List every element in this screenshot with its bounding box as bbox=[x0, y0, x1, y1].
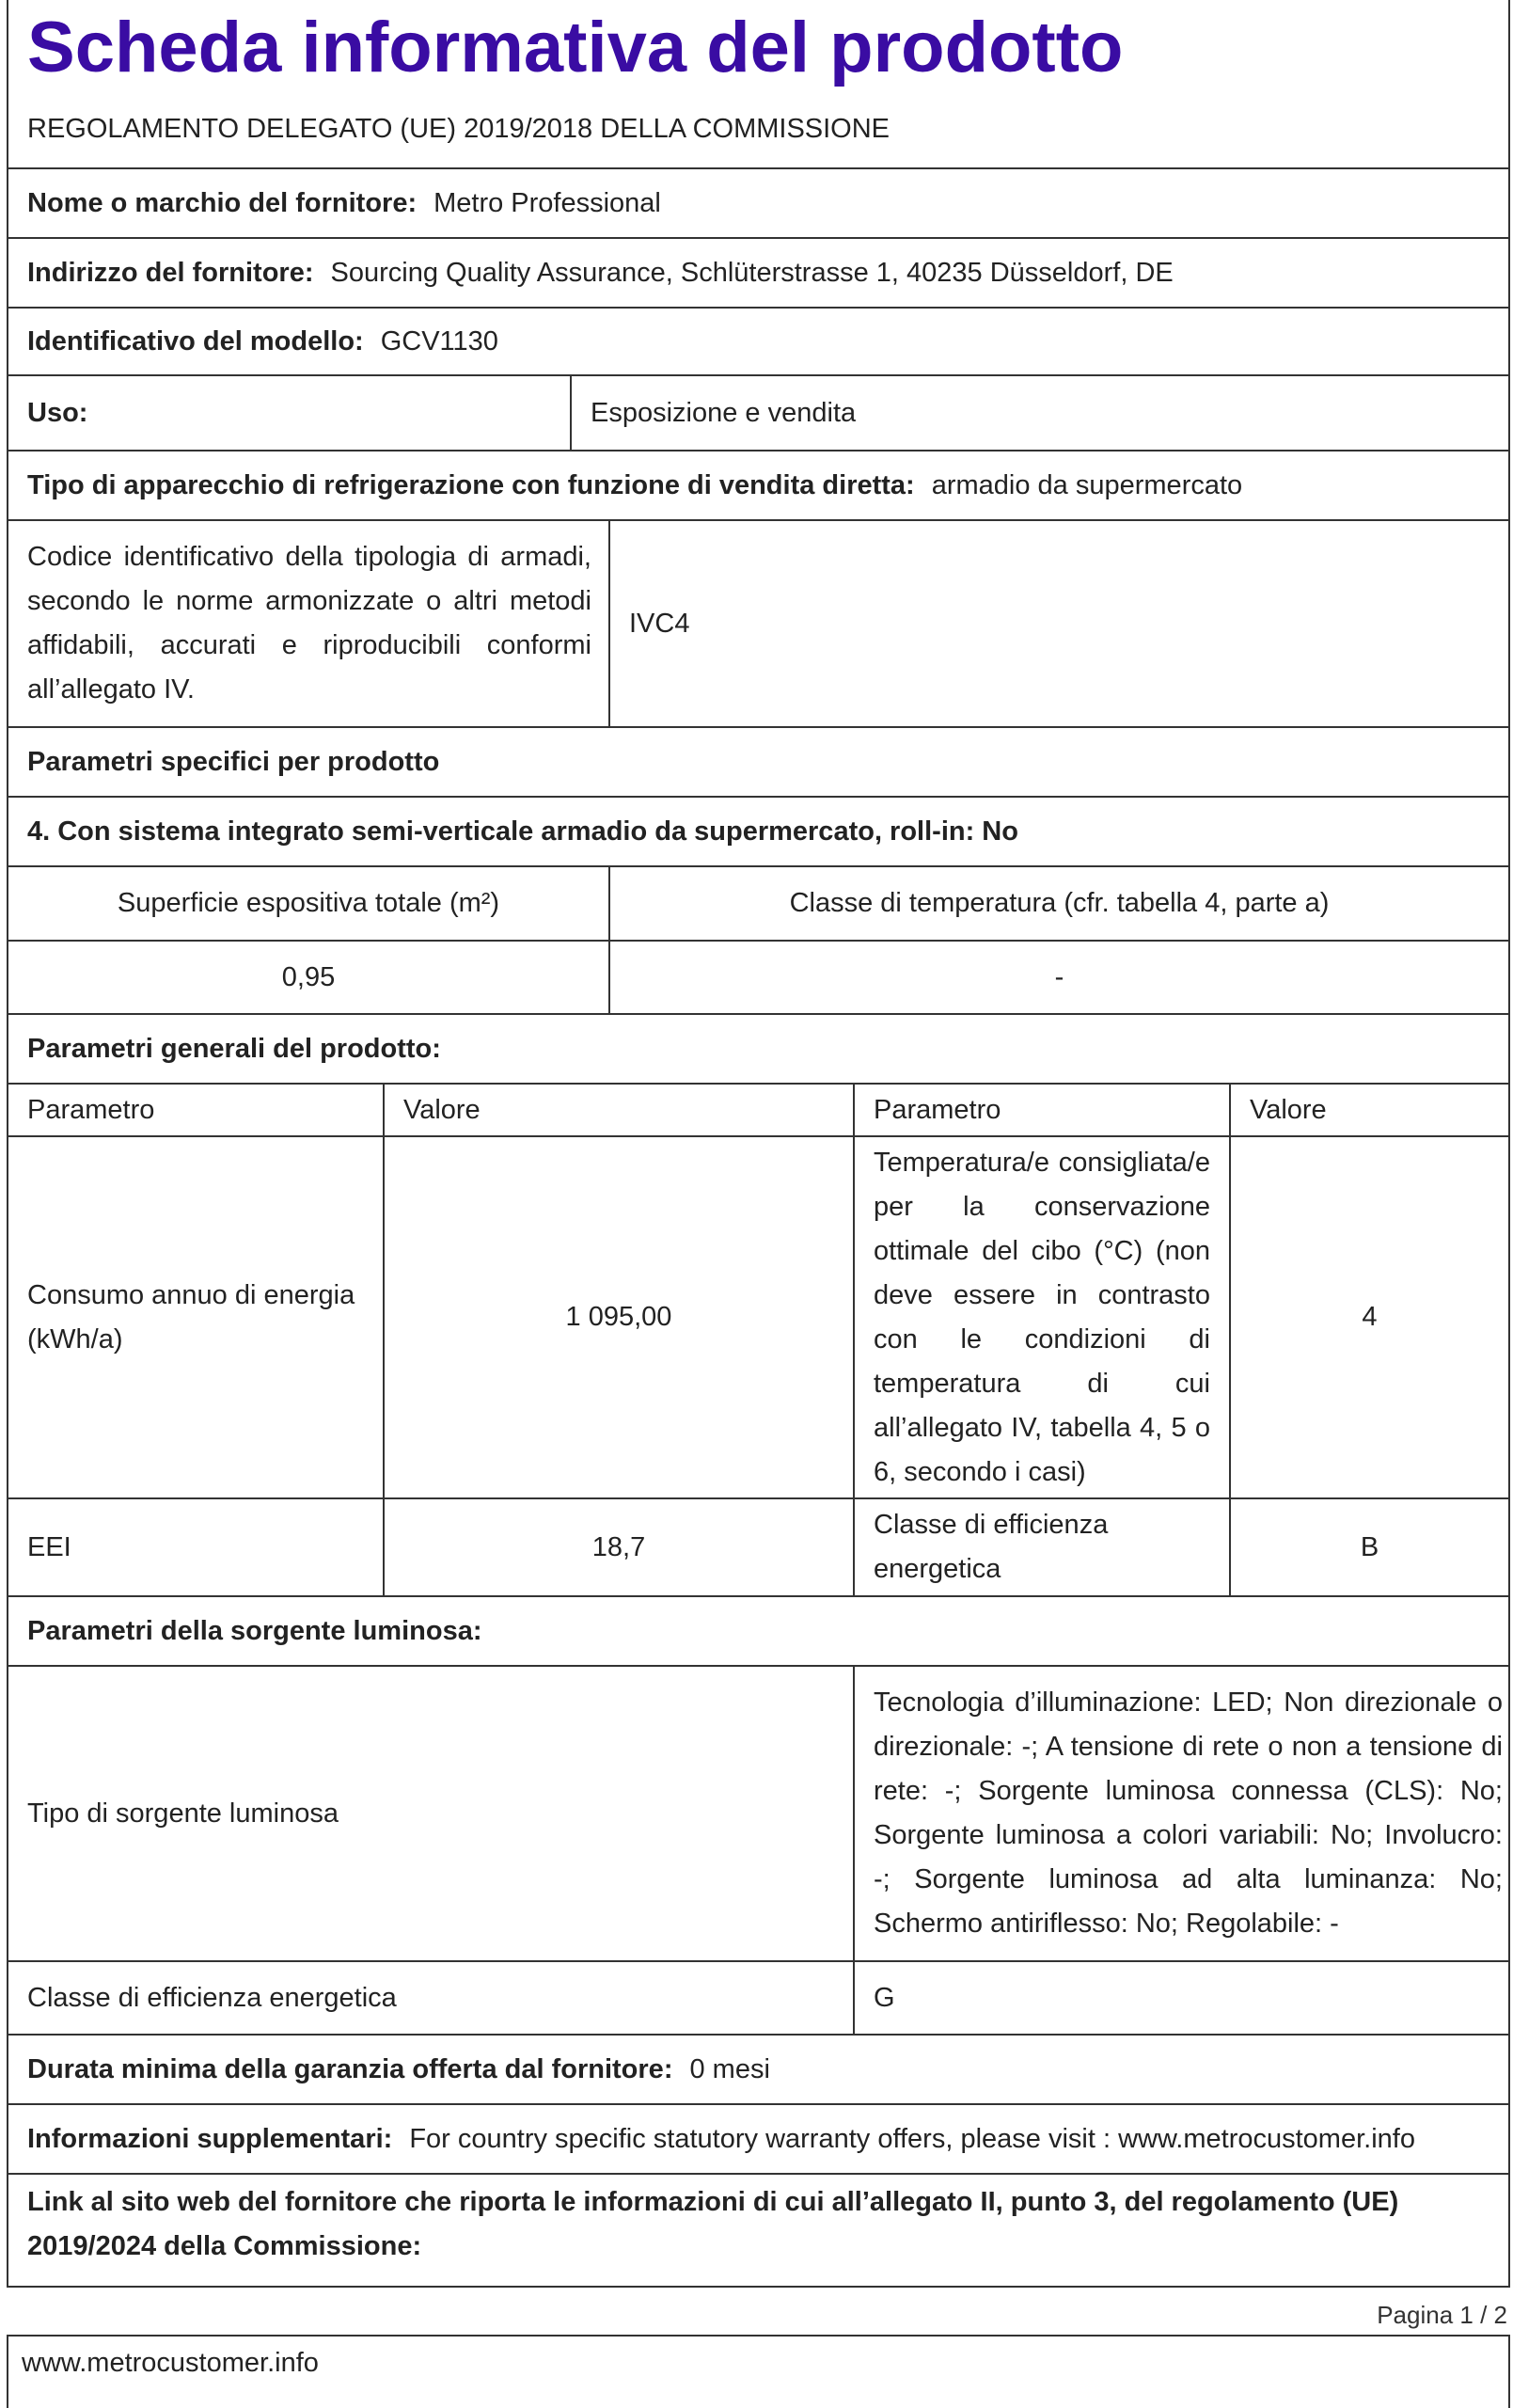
footer-divider bbox=[7, 2286, 1510, 2288]
additional-info-label: Informazioni supplementari: bbox=[27, 2123, 393, 2154]
model-value: GCV1130 bbox=[380, 325, 498, 356]
model-label: Identificativo del modello: bbox=[27, 325, 364, 356]
supplier-name-row bbox=[8, 169, 1508, 239]
energy-class-value: B bbox=[1229, 1499, 1508, 1595]
energy-class-label: Classe di efficienza energetica bbox=[853, 1499, 1229, 1595]
specific-parameters-subheading: 4. Con sistema integrato semi-verticale armadio da supermercato, roll-in: No bbox=[8, 798, 1508, 867]
light-source-type-cell bbox=[853, 1667, 1508, 1960]
general-row-eei bbox=[8, 1499, 1508, 1597]
appliance-type-value: armadio da supermercato bbox=[931, 469, 1243, 500]
light-source-class-row bbox=[8, 1962, 1508, 2036]
general-table-header bbox=[8, 1085, 1508, 1137]
cabinet-code-cell bbox=[8, 521, 608, 726]
use-value: Esposizione e vendita bbox=[570, 376, 1508, 450]
header-section bbox=[8, 0, 1508, 169]
specific-table-values bbox=[8, 942, 1508, 1015]
light-source-type-label: Tipo di sorgente luminosa bbox=[27, 1798, 339, 1829]
cabinet-code-label: Codice identificativo della tipologia di armadi, secondo le norme armonizzate o altri metodi affidabili, accurati e riproducibili conformi all’allegato IV. bbox=[27, 542, 591, 705]
supplier-name-value: Metro Professional bbox=[433, 187, 661, 218]
recommended-temperature-value: 4 bbox=[1229, 1137, 1508, 1497]
warranty-label: Durata minima della garanzia offerta dal fornitore: bbox=[27, 2053, 673, 2084]
light-source-class-label: Classe di efficienza energetica bbox=[27, 1982, 397, 2013]
temperature-class-value: - bbox=[608, 942, 1508, 1013]
supplier-address-label: Indirizzo del fornitore: bbox=[27, 257, 314, 288]
specific-table-header bbox=[8, 867, 1508, 942]
appliance-type-row bbox=[8, 452, 1508, 521]
supplier-website-link-label: Link al sito web del fornitore che riporta le informazioni di cui all’allegato II, punto 3, del regolamento (UE) 2019/2024 della Commissione: bbox=[27, 2187, 1399, 2261]
eei-value: 18,7 bbox=[383, 1499, 853, 1595]
eei-label: EEI bbox=[27, 1531, 71, 1562]
appliance-type-label: Tipo di apparecchio di refrigerazione con funzione di vendita diretta: bbox=[27, 469, 915, 500]
use-label: Uso: bbox=[27, 397, 88, 428]
header-value-1: Valore bbox=[383, 1085, 853, 1135]
additional-info-value: For country specific statutory warranty offers, please visit : www.metrocustomer.info bbox=[409, 2123, 1415, 2154]
product-information-sheet bbox=[7, 0, 1510, 2286]
temperature-class-header: Classe di temperatura (cfr. tabella 4, parte a) bbox=[608, 867, 1508, 940]
annual-energy-label: Consumo annuo di energia (kWh/a) bbox=[27, 1279, 355, 1354]
header-parameter-2: Parametro bbox=[853, 1085, 1229, 1135]
page-number: Pagina 1 / 2 bbox=[1377, 2301, 1507, 2329]
recommended-temperature-cell bbox=[853, 1137, 1229, 1497]
warranty-row bbox=[8, 2036, 1508, 2105]
cabinet-code-row bbox=[8, 521, 1508, 728]
supplier-address-value: Sourcing Quality Assurance, Schlüterstrasse 1, 40235 Düsseldorf, DE bbox=[330, 257, 1174, 288]
recommended-temperature-label: Temperatura/e consigliata/e per la conservazione ottimale del cibo (°C) (non deve essere in contrasto con le condizioni di temperatura di cui all’allegato IV, tabella 4, 5 o 6, secondo i casi) bbox=[874, 1147, 1210, 1487]
supplier-address-row bbox=[8, 239, 1508, 309]
header-parameter-1: Parametro bbox=[27, 1094, 155, 1125]
header-value-2: Valore bbox=[1229, 1085, 1508, 1135]
page-title: Scheda informativa del prodotto bbox=[27, 8, 1124, 87]
light-source-heading: Parametri della sorgente luminosa: bbox=[8, 1597, 1508, 1667]
general-row-energy bbox=[8, 1137, 1508, 1499]
regulation-text: REGOLAMENTO DELEGATO (UE) 2019/2018 DELLA COMMISSIONE bbox=[27, 114, 890, 144]
general-parameters-heading: Parametri generali del prodotto: bbox=[8, 1015, 1508, 1085]
footer bbox=[7, 2335, 1510, 2408]
supplier-name-label: Nome o marchio del fornitore: bbox=[27, 187, 418, 218]
display-area-header: Superficie espositiva totale (m²) bbox=[117, 888, 500, 918]
cabinet-code-value: IVC4 bbox=[608, 521, 1508, 726]
light-source-type-value: Tecnologia d’illuminazione: LED; Non direzionale o direzionale: -; A tensione di rete o non a tensione di rete: -; Sorgente luminosa connessa (CLS): No; Sorgente luminosa a colori variabili: No; Involucro: -; Sorgente luminosa ad alta luminanza: No; Schermo antiriflesso: No; Regolabile: - bbox=[874, 1687, 1503, 1939]
additional-info-row bbox=[8, 2105, 1508, 2175]
warranty-value: 0 mesi bbox=[689, 2053, 770, 2084]
specific-parameters-heading: Parametri specifici per prodotto bbox=[8, 728, 1508, 798]
footer-website-link[interactable]: www.metrocustomer.info bbox=[22, 2348, 319, 2378]
use-row bbox=[8, 376, 1508, 452]
annual-energy-value: 1 095,00 bbox=[383, 1137, 853, 1497]
display-area-value: 0,95 bbox=[281, 961, 336, 992]
light-source-type-row bbox=[8, 1667, 1508, 1962]
model-row bbox=[8, 309, 1508, 376]
light-source-class-value: G bbox=[853, 1962, 1508, 2034]
